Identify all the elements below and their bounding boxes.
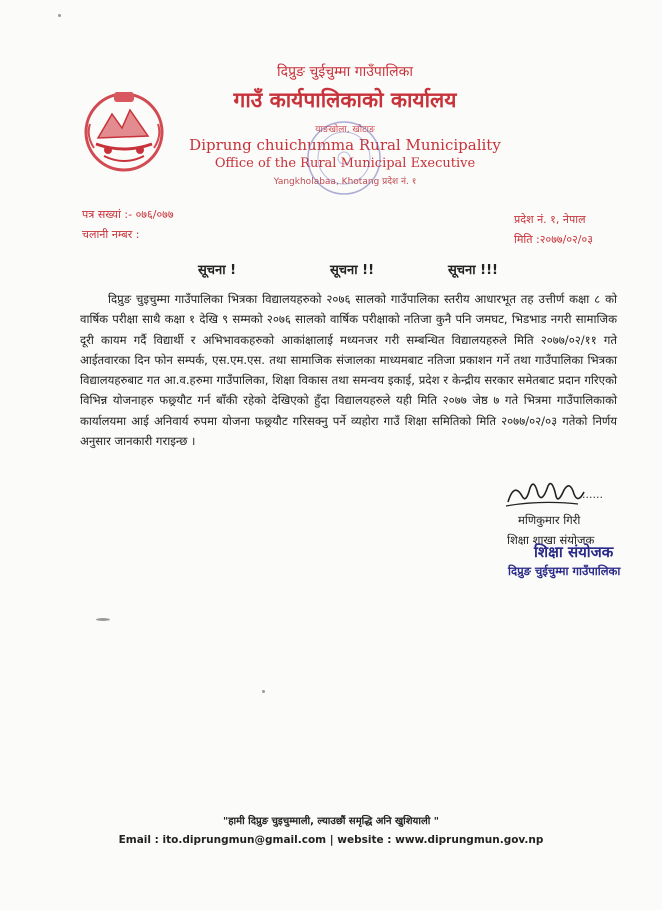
dispatch-number: चलानी नम्बर : — [82, 228, 140, 241]
website-link[interactable]: www.diprungmun.gov.np — [395, 834, 544, 846]
province-label: प्रदेश नं. १, नेपाल — [514, 213, 586, 226]
notice-heading-3: सूचना !!! — [448, 263, 498, 278]
footer-contact — [0, 834, 662, 846]
municipality-name-en: Diprung chuichumma Rural Municipality — [189, 136, 501, 154]
notice-body: दिप्रुङ चुइचुम्मा गाउँपालिका भित्रका विद्यालयहरुको २०७६ सालको गाउँपालिका स्तरीय आधारभूत तह उत्तीर्ण कक्षा ८ को वार्षिक परीक्षा साथै कक्षा १ देखि ९ सम्मको २०७६ सालको वार्षिक परीक्षाको नतिजा कुनै पनि जमघट, भिडभाड नगरी सामाजिक दूरी कायम गर्दै विद्यार्थी र अभिभावकहरुको आकांक्षालाई मध्यनजर गरी सम्बन्धित विद्यालयहरुले मिति २०७७/०२/११ गते आईतवारका दिन फोन सम्पर्क, एस.एम.एस. तथा सामाजिक संजालका माध्यमबाट नतिजा प्रकाशन गर्ने तथा गाउँपालिका भित्रका विद्यालयहरुबाट गत आ.व.हरुमा गाउँपालिका, शिक्षा विकास तथा समन्वय इकाई, प्रदेश र केन्द्रीय सरकार समेतबाट प्रदान गरिएको विभिन्न योजनाहरु फछ्र्यौट गर्न बाँकी रहेको देखिएको हुँदा विद्यालयहरुले यही मिति २०७७ जेष्ठ ७ गते भित्रमा गाउँपालिकाको कार्यालयमा आई अनिवार्य रुपमा योजना फछ्र्यौट गरिसक्नु पर्ने व्यहोरा गाउँ शिक्षा समितिको मिति २०७७/०२/०३ गतेको निर्णय अनुसार जानकारी गराइन्छ । — [80, 292, 617, 449]
signature-dots: ...... — [582, 488, 603, 501]
office-name-en: Office of the Rural Municipal Executive — [214, 156, 476, 171]
designation-stamp-org: दिप्रुङ चुईचुम्मा गाउँपालिका — [508, 564, 621, 578]
address-np: याङखोला, खोटाङ — [315, 125, 375, 135]
office-name-np: गाउँ कार्यपालिकाको कार्यालय — [233, 88, 457, 112]
nepal-emblem-icon — [78, 84, 170, 176]
footer-separator: | — [326, 834, 338, 846]
email-label: Email : — [118, 834, 163, 846]
signatory-title: शिक्षा शाखा संयोजक — [507, 533, 595, 547]
scan-speck — [58, 14, 61, 17]
signatory-name: मणिकुमार गिरी — [518, 513, 581, 527]
notice-heading-2: सूचना !! — [330, 263, 375, 278]
footer-slogan: "हामी दिप्रुङ चुइचुम्माली, ल्याउछौं समृद्धि अनि खुशियाली " — [222, 816, 440, 827]
municipality-name-np: दिप्रुङ चुईचुम्मा गाउँपालिका — [277, 64, 413, 80]
letter-date: मिति :२०७७/०२/०३ — [514, 233, 593, 246]
website-label: website : — [337, 834, 396, 846]
signature-icon — [500, 474, 590, 514]
office-stamp-icon — [302, 116, 386, 200]
scan-speck — [262, 690, 265, 693]
stamp-province: प्रदेश नं. १ — [382, 177, 417, 187]
notice-heading-1: सूचना ! — [198, 263, 237, 278]
letter-number: पत्र सख्यां :- ०७६/०७७ — [82, 208, 174, 221]
email-link[interactable]: ito.diprungmun@gmail.com — [162, 834, 327, 846]
designation-stamp: शिक्षा संयोजक — [534, 543, 614, 561]
scan-speck — [96, 618, 110, 621]
stamp-address-en: Yangkholabaa, Khotang — [273, 177, 380, 187]
